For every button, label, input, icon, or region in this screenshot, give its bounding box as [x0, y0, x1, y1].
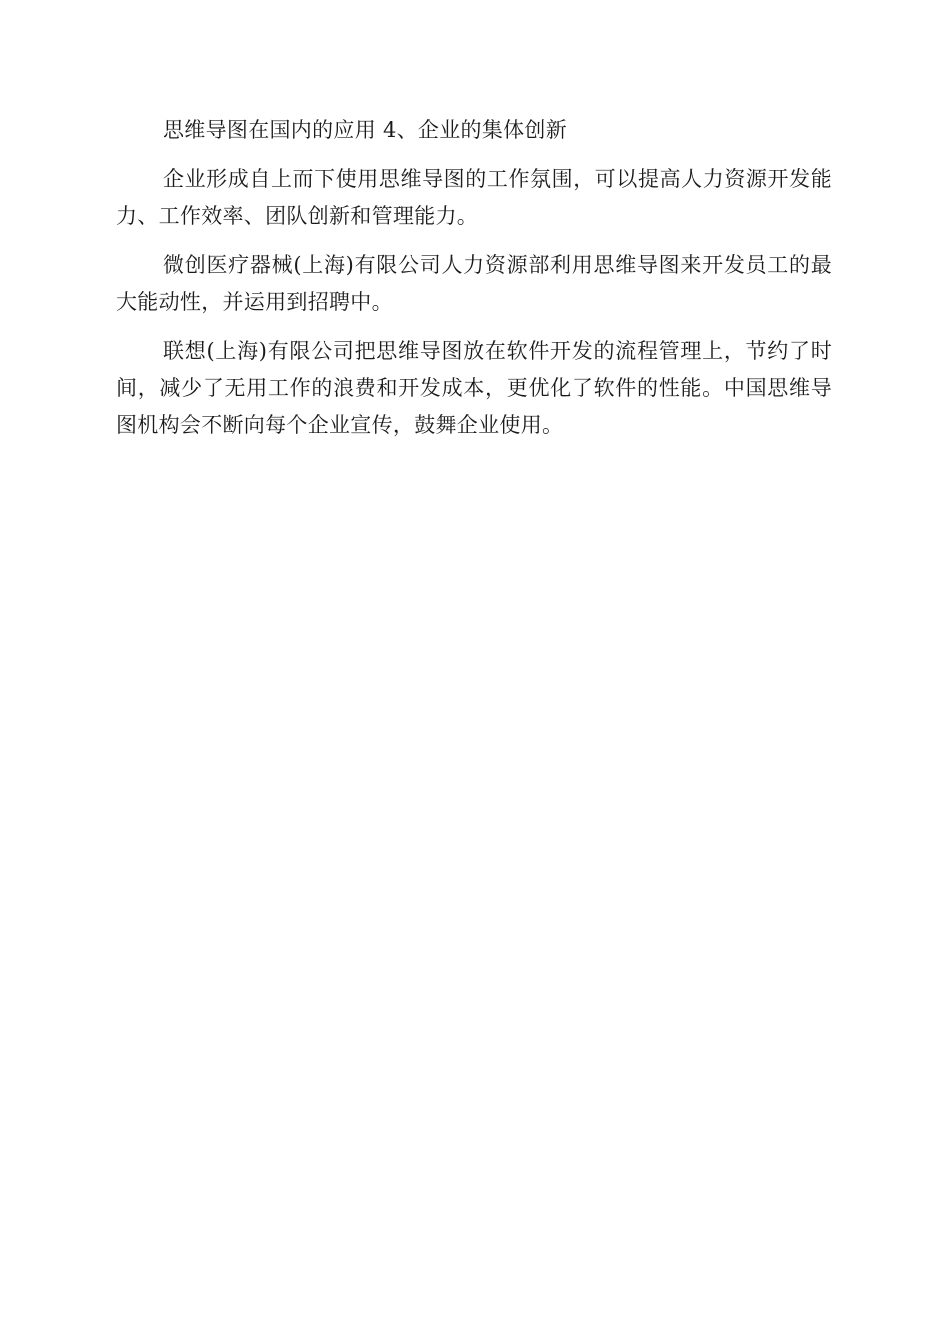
section-heading-paragraph: 思维导图在国内的应用 4、企业的集体创新: [163, 118, 568, 142]
body-paragraph-1: 企业形成自上而下使用思维导图的工作氛围，可以提高人力资源开发能力、工作效率、团队创新和管理能力。: [116, 167, 832, 228]
body-paragraph-3: 联想(上海)有限公司把思维导图放在软件开发的流程管理上，节约了时间，减少了无用工作的浪费和开发成本，更优化了软件的性能。中国思维导图机构会不断向每个企业宣传，鼓舞企业使用。: [116, 339, 832, 437]
document-body: [116, 112, 832, 456]
body-paragraph-2: 微创医疗器械(上海)有限公司人力资源部利用思维导图来开发员工的最大能动性，并运用到招聘中。: [116, 253, 832, 314]
